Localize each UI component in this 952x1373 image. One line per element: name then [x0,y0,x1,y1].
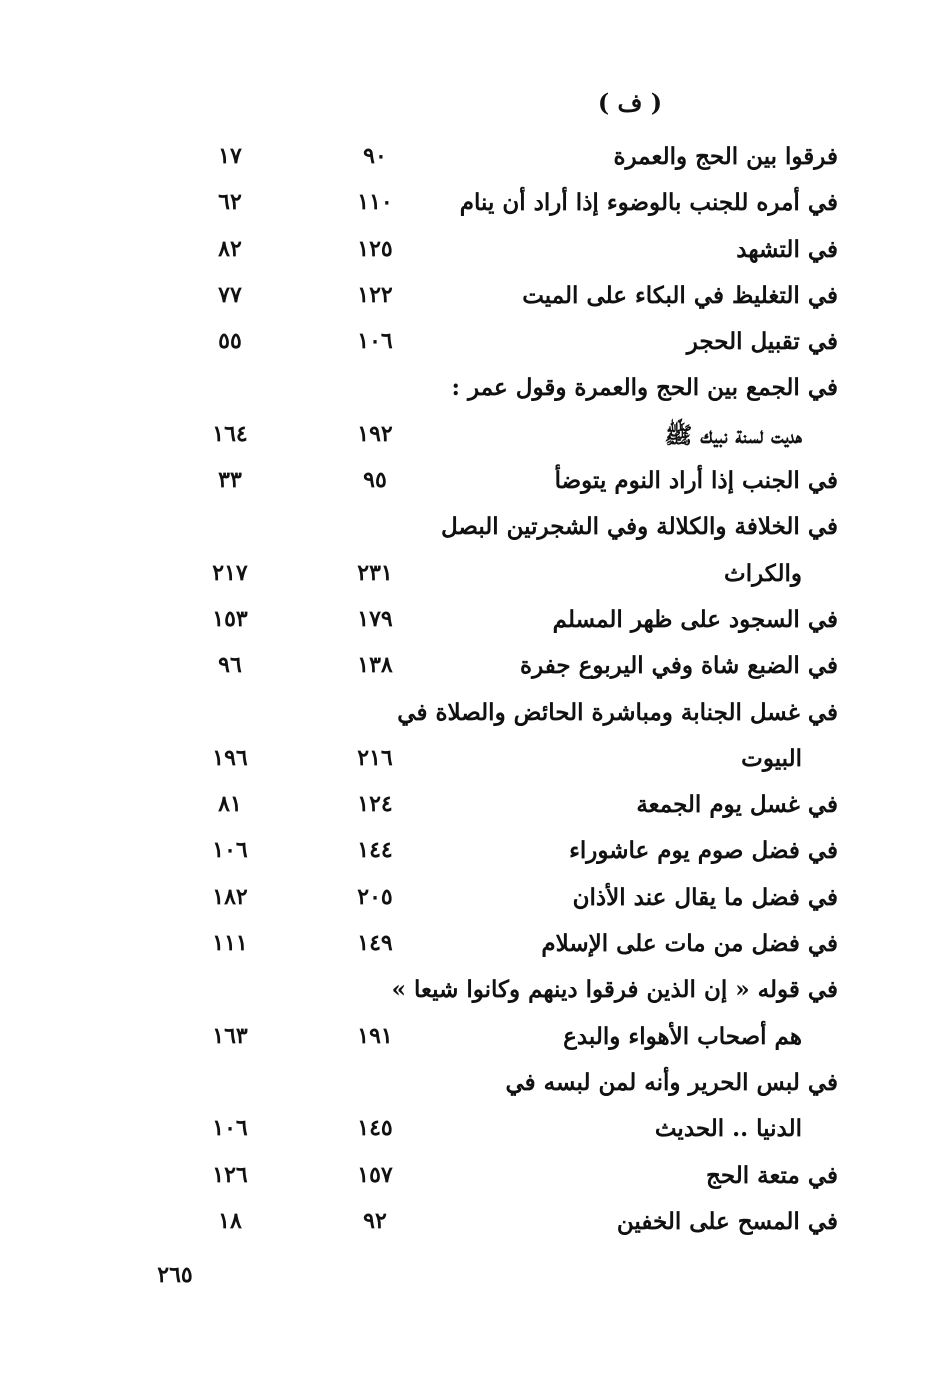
entry-ref-first: ٢٠٥ [357,883,393,910]
entry-ref-second: ١٥٣ [212,605,248,632]
index-entry [0,137,952,183]
index-entry [0,507,952,553]
index-entries [0,137,952,1248]
entry-ref-second: ١١١ [212,930,248,957]
entry-ref-first: ١٤٩ [357,930,393,957]
entry-text: في تقبيل الحجر [686,328,838,356]
entry-text: في فضل من مات على الإسلام [541,930,838,958]
entry-ref-second: ٨١ [218,791,242,818]
entry-ref-second: ٨٢ [218,235,242,262]
entry-ref-first: ١٤٥ [357,1115,393,1142]
index-entry [0,1202,952,1248]
entry-text: في غسل يوم الجمعة [636,791,838,819]
entry-text: هديت لسنة نبيك ﷺ [664,421,802,449]
entry-text: في فضل ما يقال عند الأذان [572,883,838,911]
entry-ref-first: ١٩٢ [357,420,393,447]
entry-text: البيوت [741,744,802,772]
index-entry [0,600,952,646]
index-entry [0,461,952,507]
entry-ref-second: ١٧ [218,143,242,169]
entry-text: فرقوا بين الحج والعمرة [613,143,838,170]
entry-text: في التشهد [736,235,838,263]
index-entry [0,831,952,877]
entry-ref-first: ٩٥ [363,467,387,494]
entry-text: في قوله « إن الذين فرقوا دينهم وكانوا شيعا » [391,976,838,1004]
entry-ref-second: ١٢٦ [212,1161,248,1188]
index-entry [0,322,952,368]
index-entry [0,924,952,970]
index-entry [0,1109,952,1155]
entry-ref-first: ١٥٧ [357,1161,393,1188]
entry-text: في الجنب إذا أراد النوم يتوضأ [554,467,838,495]
entry-ref-first: ١٢٥ [357,235,393,262]
entry-ref-second: ٥٥ [218,328,242,355]
entry-text: في فضل صوم يوم عاشوراء [569,837,838,865]
entry-ref-first: ٩٠ [363,143,387,169]
index-entry [0,693,952,739]
entry-text: والكراث [724,559,802,587]
entry-ref-first: ٩٢ [363,1207,387,1234]
entry-ref-first: ١٠٦ [357,328,393,355]
entry-ref-second: ٦٢ [218,189,242,216]
entry-ref-second: ١٦٤ [212,420,248,447]
index-entry [0,1017,952,1063]
entry-ref-second: ١٨٢ [212,883,248,910]
index-entry [0,554,952,600]
index-entry [0,878,952,924]
entry-ref-second: ١٠٦ [212,1115,248,1142]
index-entry [0,970,952,1016]
index-entry [0,739,952,785]
entry-text: في التغليظ في البكاء على الميت [522,281,838,309]
page-number: ٢٦٥ [157,1262,193,1288]
index-entry [0,1156,952,1202]
entry-text: في متعة الحج [706,1161,838,1189]
entry-text: في المسح على الخفين [616,1207,838,1235]
entry-ref-first: ١٢٢ [357,281,393,308]
index-entry [0,183,952,229]
entry-ref-first: ٢١٦ [357,744,393,771]
entry-ref-first: ١٧٩ [357,605,393,632]
index-entry [0,368,952,414]
entry-ref-second: ٧٧ [218,281,242,308]
entry-ref-first: ١٢٤ [357,791,393,818]
entry-ref-second: ١٦٣ [212,1022,248,1049]
index-entry [0,1063,952,1109]
entry-ref-second: ١٠٦ [212,837,248,864]
index-entry [0,646,952,692]
entry-text: في غسل الجنابة ومباشرة الحائض والصلاة في [397,698,838,726]
entry-ref-first: ٢٣١ [357,559,393,586]
entry-ref-first: ١٣٨ [357,652,393,679]
entry-ref-first: ١١٠ [357,189,393,216]
entry-ref-second: ٩٦ [218,652,242,679]
entry-text: في أمره للجنب بالوضوء إذا أراد أن ينام [459,189,838,217]
entry-text: في لبس الحرير وأنه لمن لبسه في [505,1068,838,1096]
entry-ref-second: ١٨ [218,1207,242,1234]
section-heading: ( ف ) [597,88,663,117]
entry-text: في الجمع بين الحج والعمرة وقول عمر : [451,374,838,402]
index-entry [0,276,952,322]
entry-text: في السجود على ظهر المسلم [552,605,838,633]
entry-text: في الضبع شاة وفي اليربوع جفرة [520,652,838,680]
entry-text: هم أصحاب الأهواء والبدع [563,1022,802,1050]
entry-text: في الخلافة والكلالة وفي الشجرتين البصل [440,513,838,541]
index-entry [0,785,952,831]
index-entry [0,415,952,461]
entry-ref-second: ٣٣ [218,467,242,494]
entry-ref-second: ٢١٧ [212,559,248,586]
entry-ref-first: ١٤٤ [357,837,393,864]
entry-ref-second: ١٩٦ [212,744,248,771]
entry-ref-first: ١٩١ [357,1022,393,1049]
entry-text: الدنيا .. الحديث [654,1115,802,1143]
index-entry [0,230,952,276]
